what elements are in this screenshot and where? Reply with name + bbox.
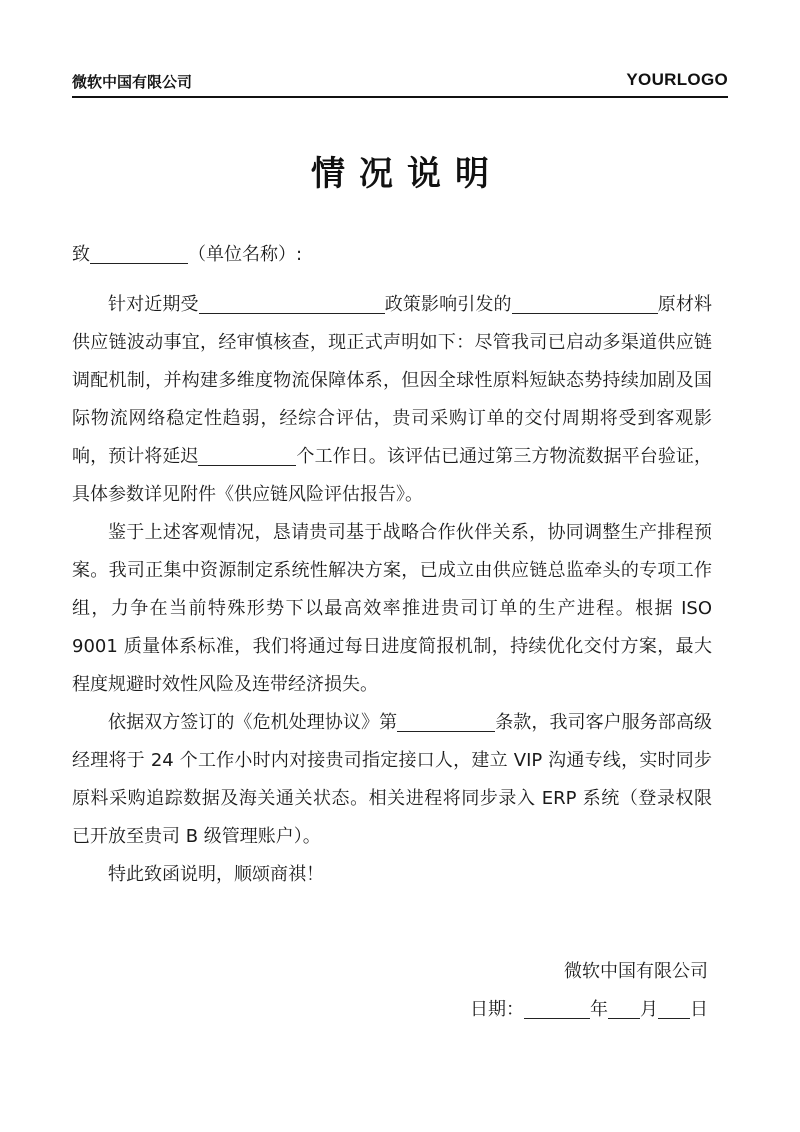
paragraph-3 <box>72 704 712 856</box>
document-body <box>72 236 712 894</box>
paragraph-1-text-b: 政策影响引发的 <box>384 294 512 315</box>
header-company-name: 微软中国有限公司 <box>72 73 193 91</box>
month-label: 月 <box>640 999 658 1020</box>
policy-blank <box>199 291 385 314</box>
paragraph-1-text-c: 原材料供应链波动事宜，经审慎核查，现正式声明如下：尽管我司已启动多渠道供应链调配机制，并构建多维度物流保障体系，但因全球性原料短缺态势持续加剧及国际物流网络稳定性趋弱，经综合评估，贵司采购订单的交付周期将受到客观影响，预计将延迟 <box>72 294 712 467</box>
recipient-blank <box>90 241 188 264</box>
paragraph-2: 鉴于上述客观情况，恳请贵司基于战略合作伙伴关系，协同调整生产排程预案。我司正集中资源制定系统性解决方案，已成立由供应链总监牵头的专项工作组，力争在当前特殊形势下以最高效率推进贵司订单的生产进程。根据 ISO 9001 质量体系标准，我们将通过每日进度简报机制，持续优化交付方案，最大程度规避时效性风险及连带经济损失。 <box>72 522 712 695</box>
closing-line: 特此致函说明，顺颂商祺！ <box>108 864 324 885</box>
paragraph-1-text-a: 针对近期受 <box>108 294 199 315</box>
date-label: 日期： <box>470 999 524 1020</box>
clause-number-blank <box>397 709 495 732</box>
cause-blank <box>512 291 658 314</box>
month-blank <box>608 996 640 1019</box>
signoff-date-line <box>72 991 712 1029</box>
paragraph-3-text-b: 条款，我司客户服务部高级经理将于 24 个工作小时内对接贵司指定接口人，建立 VIP 沟通专线，实时同步原料采购追踪数据及海关通关状态。相关进程将同步录入 ERP 系统（登录权限已开放至贵司 B 级管理账户）。 <box>72 712 713 847</box>
page-header <box>72 66 728 96</box>
header-divider <box>72 96 728 98</box>
header-logo-text: YOURLOGO <box>626 70 728 89</box>
document-title: 情况说明 <box>311 154 503 194</box>
delay-days-blank <box>198 443 296 466</box>
salutation-suffix: （单位名称）: <box>188 244 303 265</box>
salutation-line <box>72 236 712 274</box>
day-blank <box>658 996 690 1019</box>
salutation-prefix: 致 <box>72 244 90 265</box>
paragraph-3-text-a: 依据双方签订的《危机处理协议》第 <box>108 712 398 733</box>
paragraph-1-text-d: 个工作日。该评估已通过第三方物流数据平台验证，具体参数详见附件《供应链风险评估报告》。 <box>72 446 712 505</box>
year-label: 年 <box>590 999 608 1020</box>
day-label: 日 <box>690 999 708 1020</box>
signoff-block <box>72 953 712 1029</box>
year-blank <box>524 996 590 1019</box>
paragraph-1 <box>72 286 712 514</box>
signoff-company: 微软中国有限公司 <box>564 961 708 982</box>
